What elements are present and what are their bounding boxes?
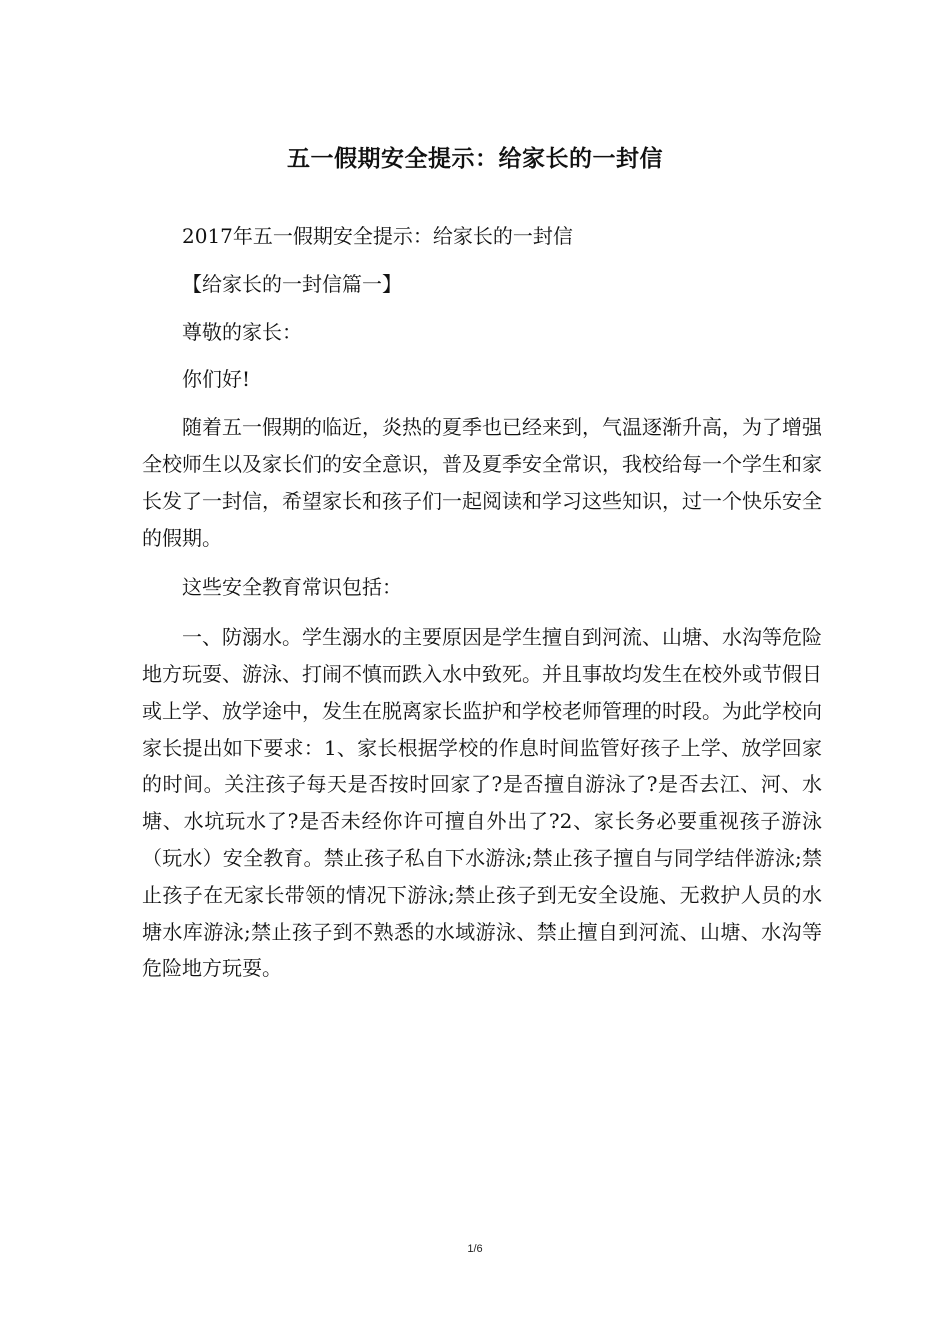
page-number: 1/6	[467, 1243, 483, 1255]
paragraph-intro: 随着五一假期的临近，炎热的夏季也已经来到，气温逐渐升高，为了增强全校师生以及家长们的安全意识，普及夏季安全常识，我校给每一个学生和家长发了一封信，希望家长和孩子们一起阅读和学习这些知识，过一个快乐安全的假期。	[142, 415, 822, 550]
paragraph-list-intro: 这些安全教育常识包括：	[182, 575, 402, 600]
paragraph-greeting: 你们好!	[182, 367, 251, 392]
paragraph-subtitle: 2017年五一假期安全提示：给家长的一封信	[182, 224, 573, 248]
paragraph-drowning-prevention: 一、防溺水。学生溺水的主要原因是学生擅自到河流、山塘、水沟等危险地方玩耍、游泳、打闹不慎而跌入水中致死。并且事故均发生在校外或节假日或上学、放学途中，发生在脱离家长监护和学校老师管理的时段。为此学校向家长提出如下要求：1、家长根据学校的作息时间监管好孩子上学、放学回家的时间。关注孩子每天是否按时回家了?是否擅自游泳了?是否去江、河、水塘、水坑玩水了?是否未经你许可擅自外出了?2、家长务必要重视孩子游泳（玩水）安全教育。禁止孩子私自下水游泳;禁止孩子擅自与同学结伴游泳;禁止孩子在无家长带领的情况下游泳;禁止孩子到无安全设施、无救护人员的水塘水库游泳;禁止孩子到不熟悉的水域游泳、禁止擅自到河流、山塘、水沟等危险地方玩耍。	[142, 625, 822, 981]
document-body	[142, 218, 822, 1000]
document-title: 五一假期安全提示：给家长的一封信	[287, 146, 663, 172]
paragraph-section-heading: 【给家长的一封信篇一】	[182, 271, 402, 296]
paragraph-salutation: 尊敬的家长：	[182, 319, 302, 344]
